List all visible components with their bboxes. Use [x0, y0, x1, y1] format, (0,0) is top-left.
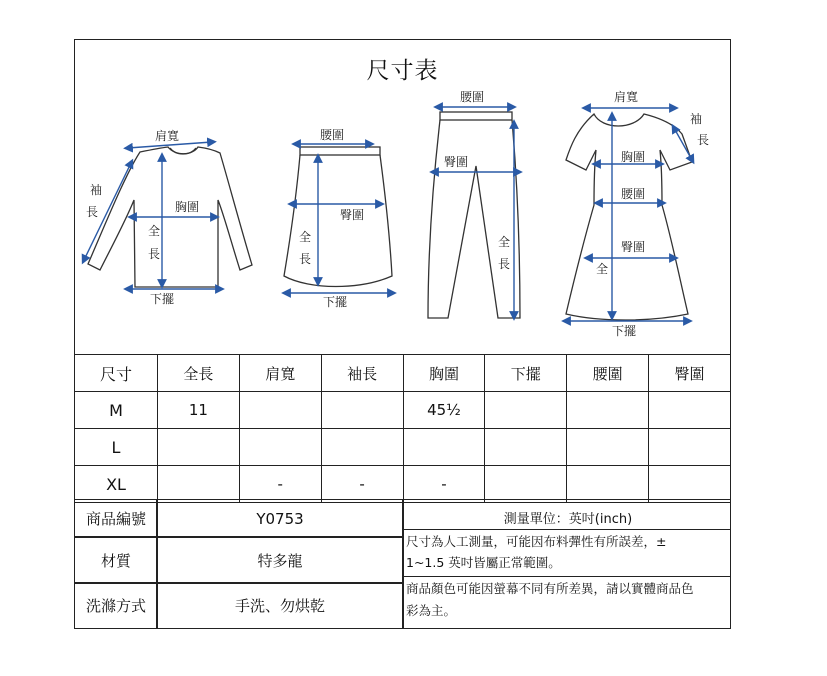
dress-waist-label: 腰圍 — [621, 187, 646, 201]
header-sleeve: 袖長 — [321, 355, 403, 392]
header-waist: 腰圍 — [567, 355, 649, 392]
material-label: 材質 — [74, 536, 158, 584]
tshirt-sleeve-label-2: 長 — [86, 205, 99, 219]
size-table — [74, 354, 731, 503]
pants-waist-label: 腰圍 — [460, 90, 485, 104]
table-cell: - — [321, 466, 403, 503]
product-code-value: Y0753 — [156, 499, 404, 538]
table-cell — [239, 429, 321, 466]
skirt-arrows — [286, 144, 392, 293]
table-cell: M — [75, 392, 158, 429]
table-header-row — [75, 355, 731, 392]
dress-length-label: 全 — [596, 262, 609, 276]
header-length: 全長 — [158, 355, 240, 392]
wash-value: 手洗、勿烘乾 — [156, 582, 404, 629]
skirt-length-label-1: 全 — [299, 230, 312, 244]
pants-length-label-2: 長 — [498, 257, 511, 271]
note-measurement-line2: 1~1.5 英吋皆屬正常範圍。 — [406, 555, 561, 570]
dress-chest-label: 胸圍 — [621, 150, 646, 164]
table-cell — [158, 429, 240, 466]
tshirt-chest-label: 胸圍 — [175, 200, 200, 214]
table-row — [75, 429, 731, 466]
table-cell — [158, 466, 240, 503]
page-title: 尺寸表 — [366, 58, 439, 84]
header-hip: 臀圍 — [649, 355, 731, 392]
table-cell — [485, 392, 567, 429]
skirt-hip-label: 臀圍 — [340, 208, 365, 222]
pants-length-label-1: 全 — [498, 235, 511, 249]
unit-note: 測量單位：英吋(inch) — [503, 512, 633, 527]
table-cell — [649, 429, 731, 466]
notes-divider — [402, 576, 731, 577]
table-cell — [321, 392, 403, 429]
header-hem: 下擺 — [485, 355, 567, 392]
pants-arrows — [434, 107, 518, 316]
skirt-hem-label: 下擺 — [323, 295, 348, 309]
tshirt-shoulder-label: 肩寬 — [155, 129, 180, 143]
table-cell — [403, 429, 485, 466]
pants-diagram — [428, 112, 520, 318]
table-cell — [485, 429, 567, 466]
product-code-label: 商品編號 — [74, 499, 158, 538]
skirt-length-label-2: 長 — [299, 252, 312, 266]
table-row — [75, 392, 731, 429]
dress-hem-label: 下擺 — [612, 324, 637, 338]
table-cell: XL — [75, 466, 158, 503]
dress-sleeve-label-2: 長 — [697, 133, 710, 147]
dress-shoulder-label: 肩寬 — [614, 90, 639, 104]
header-chest: 胸圍 — [403, 355, 485, 392]
tshirt-length-label-1: 全 — [148, 224, 161, 238]
table-cell: 45½ — [403, 392, 485, 429]
table-cell — [567, 429, 649, 466]
tshirt-sleeve-label-1: 袖 — [90, 183, 103, 197]
table-cell: - — [239, 466, 321, 503]
tshirt-arrows — [84, 142, 220, 289]
dress-diagram — [566, 114, 692, 320]
table-cell — [649, 392, 731, 429]
table-cell: 11 — [158, 392, 240, 429]
dress-arrows — [566, 108, 692, 321]
table-row — [75, 466, 731, 503]
table-cell: - — [403, 466, 485, 503]
pants-hip-label: 臀圍 — [444, 155, 469, 169]
table-cell — [567, 466, 649, 503]
tshirt-length-label-2: 長 — [148, 247, 161, 261]
table-cell — [567, 392, 649, 429]
wash-label: 洗滌方式 — [74, 582, 158, 629]
note-color-line1: 商品顏色可能因螢幕不同有所差異，請以實體商品色 — [406, 581, 694, 596]
dress-hip-label: 臀圍 — [621, 240, 646, 254]
table-cell: L — [75, 429, 158, 466]
header-size: 尺寸 — [75, 355, 158, 392]
material-value: 特多龍 — [156, 536, 404, 584]
header-shoulder: 肩寬 — [239, 355, 321, 392]
note-measurement-line1: 尺寸為人工測量，可能因布料彈性有所誤差，± — [406, 534, 667, 549]
tshirt-hem-label: 下擺 — [150, 292, 175, 306]
table-cell — [321, 429, 403, 466]
table-cell — [649, 466, 731, 503]
dress-sleeve-label-1: 袖 — [690, 112, 703, 126]
skirt-waist-label: 腰圍 — [320, 128, 345, 142]
note-color-line2: 彩為主。 — [406, 603, 457, 618]
table-cell — [239, 392, 321, 429]
table-cell — [485, 466, 567, 503]
